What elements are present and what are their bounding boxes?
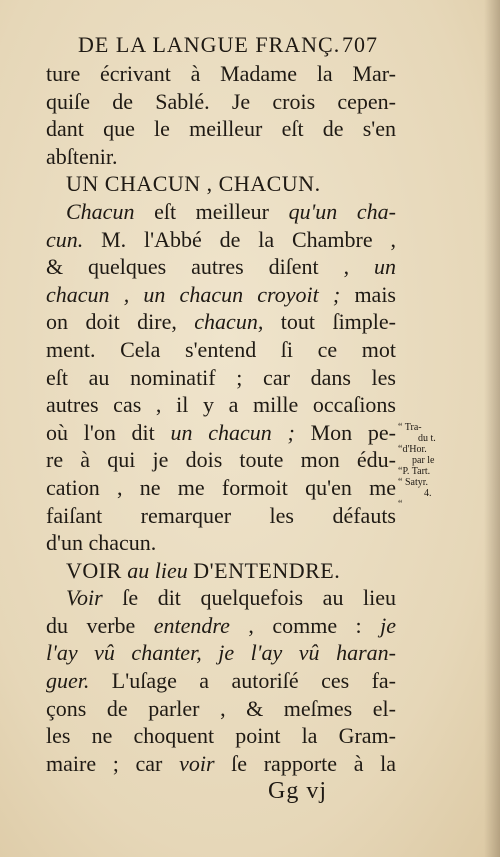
margin-note-line: “P. Tart. — [398, 466, 431, 477]
text-line: l'ay vû chanter, je l'ay vû haran- — [46, 640, 396, 666]
text-line: on doit dire, chacun, tout ſimple- — [46, 309, 396, 335]
text-line: cation , ne me formoit qu'en me — [46, 474, 396, 500]
text-line: maire ; car voir ſe rapporte à la — [46, 750, 396, 776]
running-header — [78, 32, 378, 58]
text-line: autres cas , il y a mille occaſions — [46, 392, 396, 418]
text-line: les ne choquent point la Gram- — [46, 723, 396, 749]
text-line: re à qui je dois toute mon édu- — [46, 447, 396, 473]
margin-note-line: “ Satyr. — [398, 477, 429, 488]
text-line: çons de parler , & meſmes el- — [46, 695, 396, 721]
signature-mark: Gg vj — [268, 778, 327, 804]
margin-note-line: “ Tra- — [398, 422, 422, 433]
text-line: ment. Cela s'entend ſi ce mot — [46, 336, 396, 362]
margin-note-line: “d'Hor. — [398, 444, 427, 455]
text-line: cun. M. l'Abbé de la Chambre , — [46, 226, 396, 252]
text-line: & quelques autres diſent , un — [46, 254, 396, 280]
page-number: 707 — [342, 32, 378, 57]
text-line: dant que le meilleur eſt de s'en — [46, 116, 396, 142]
text-line: Chacun eſt meilleur qu'un cha- — [66, 198, 397, 224]
text-line: du verbe entendre , comme : je — [46, 612, 396, 638]
header-title: DE LA LANGUE FRANÇ. — [78, 32, 341, 57]
text-line: où l'on dit un chacun ; Mon pe- — [46, 419, 397, 445]
text-line: chacun , un chacun croyoit ; mais — [46, 281, 396, 307]
margin-note-line: “ — [398, 499, 403, 510]
margin-note-line: du t. — [418, 433, 436, 444]
margin-note — [398, 422, 468, 510]
margin-note-line: 4. — [424, 488, 432, 499]
text-line: Voir ſe dit quelquefois au lieu — [66, 585, 396, 611]
text-line: faiſant remarquer les défauts — [46, 502, 396, 528]
text-line: guer. L'uſage a autoriſé ces fa- — [46, 668, 396, 694]
margin-note-line: par le — [412, 455, 435, 466]
text-line: eſt au nominatif ; car dans les — [46, 364, 396, 390]
text-line: quiſe de Sablé. Je crois cepen- — [46, 88, 396, 114]
text-line: abſtenir. — [46, 143, 118, 169]
text-body — [46, 60, 396, 777]
section-heading-voir: VOIR au lieu D'ENTENDRE. — [66, 557, 341, 583]
page-gutter-shadow — [484, 0, 500, 857]
text-line: ture écrivant à Madame la Mar- — [46, 61, 396, 86]
section-heading-chacun: UN CHACUN , CHACUN. — [66, 171, 321, 197]
text-line: d'un chacun. — [46, 530, 157, 556]
